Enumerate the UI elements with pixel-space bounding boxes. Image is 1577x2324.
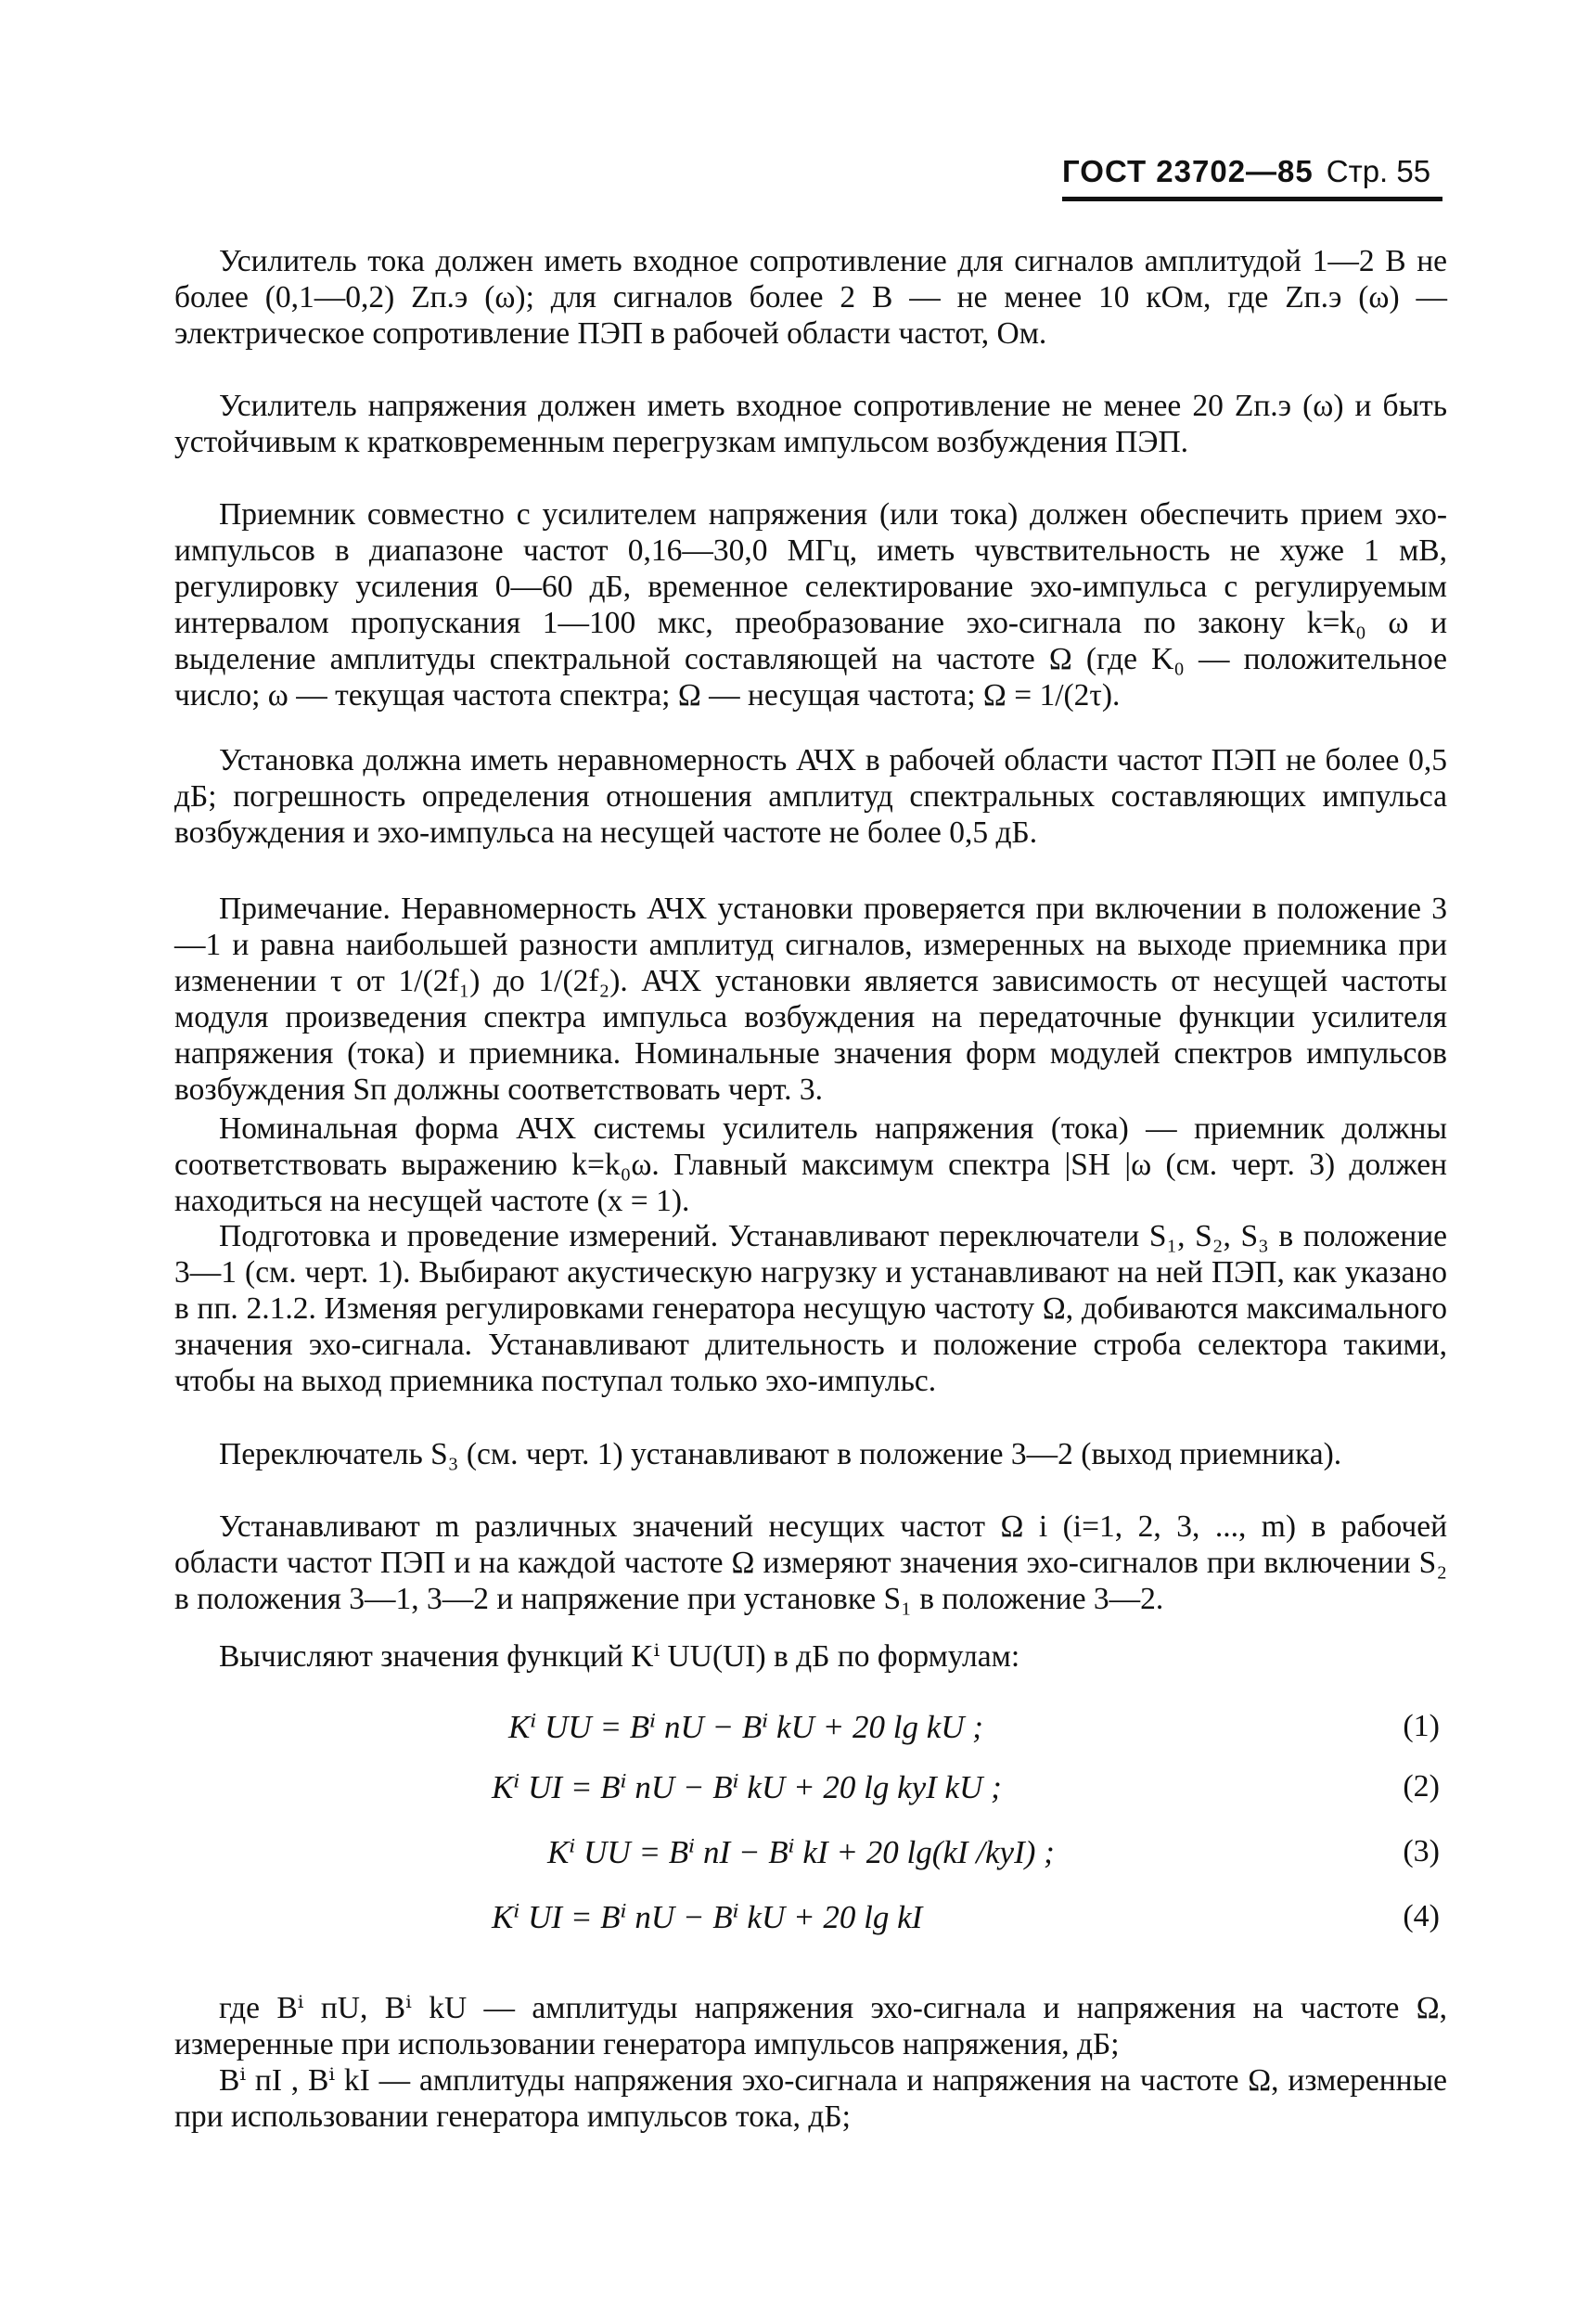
formula-2 <box>0 1769 1577 1812</box>
definition-current: Bⁱ пI , Bⁱ kI — амплитуды напряжения эхо-сигнала и напряжения на частоте Ω, измеренные при использовании генератора импульсов тока, дБ; <box>174 2063 1447 2134</box>
formula-number: (2) <box>1403 1769 1440 1804</box>
paragraph-compute: Вычисляют значения функций Kⁱ UU(UI) в дБ по формулам: <box>219 1639 1020 1674</box>
paragraph-preparation: Подготовка и проведение измерений. Устанавливают переключатели S₁, S₂, S₃ в положение 3—1 (см. черт. 1). Выбирают акустическую нагрузку и устанавливают на ней ПЭП, как указано в пп. 2.1.2. Изменяя регулировками генератора несущую частоту Ω, добиваются максимального значения эхо-сигнала. Устанавливают длительность и положение строба селектора такими, чтобы на выход приемника поступал только эхо-импульс. <box>174 1219 1447 1398</box>
paragraph-current-amplifier: Усилитель тока должен иметь входное сопротивление для сигналов амплитудой 1—2 В не более (0,1—0,2) Zп.э (ω); для сигналов более 2 В — не менее 10 кОм, где Zп.э (ω) — электрическое сопротивление ПЭП в рабочей области частот, Ом. <box>174 244 1447 351</box>
formula-expression: Kⁱ UU = Bⁱ пI − Bⁱ kI + 20 lg(kI /kyI) ; <box>547 1834 1055 1870</box>
standard-code: ГОСТ 23702—85 <box>1062 154 1314 188</box>
formula-4 <box>0 1899 1577 1942</box>
definition-voltage: где Bⁱ пU, Bⁱ kU — амплитуды напряжения эхо-сигнала и напряжения на частоте Ω, измеренные при использовании генератора импульсов напряжения, дБ; <box>174 1991 1447 2061</box>
formula-number: (4) <box>1403 1899 1440 1933</box>
page-header <box>1062 154 1430 190</box>
formula-expression: Kⁱ UU = Bⁱ пU − Bⁱ kU + 20 lg kU ; <box>508 1709 983 1745</box>
formula-expression: Kⁱ UI = Bⁱ пU − Bⁱ kU + 20 lg kyI kU ; <box>492 1769 1002 1805</box>
header-rule <box>1062 197 1442 201</box>
formula-number: (3) <box>1403 1834 1440 1868</box>
paragraph-installation: Установка должна иметь неравномерность АЧХ в рабочей области частот ПЭП не более 0,5 дБ; погрешность определения отношения амплитуд спектральных составляющих импульса возбуждения и эхо-импульса на несущей частоте не более 0,5 дБ. <box>174 743 1447 850</box>
formula-1 <box>0 1709 1577 1752</box>
formula-expression: Kⁱ UI = Bⁱ пU − Bⁱ kU + 20 lg kI <box>492 1899 923 1935</box>
formula-3 <box>0 1834 1577 1877</box>
paragraph-frequencies: Устанавливают m различных значений несущих частот Ω i (i=1, 2, 3, ..., m) в рабочей области частот ПЭП и на каждой частоте Ω измеряют значения эхо-сигналов при включении S₂ в положения 3—1, 3—2 и напряжение при установке S₁ в положение 3—2. <box>174 1509 1447 1616</box>
paragraph-nominal-form: Номинальная форма АЧХ системы усилитель напряжения (тока) — приемник должны соответствовать выражению k=k₀ω. Главный максимум спектра |SH |ω (см. черт. 3) должен находиться на несущей частоте (x = 1). <box>174 1111 1447 1218</box>
paragraph-note: Примечание. Неравномерность АЧХ установки проверяется при включении в положение 3—1 и равна наибольшей разности амплитуд сигналов, измеренных на выходе приемника при изменении τ от 1/(2f₁) до 1/(2f₂). АЧХ установки является зависимость от несущей частоты модуля произведения спектра импульса возбуждения на передаточные функции усилителя напряжения (тока) и приемника. Номинальные значения форм модулей спектров импульсов возбуждения Sп должны соответствовать черт. 3. <box>174 892 1447 1107</box>
paragraph-receiver: Приемник совместно с усилителем напряжения (или тока) должен обеспечить прием эхо-импульсов в диапазоне частот 0,16—30,0 МГц, иметь чувствительность не хуже 1 мВ, регулировку усиления 0—60 дБ, временное селектирование эхо-импульса с регулируемым интервалом пропускания 1—100 мкс, преобразование эхо-сигнала по закону k=k₀ ω и выделение амплитуды спектральной составляющей на частоте Ω (где K₀ — положительное число; ω — текущая частота спектра; Ω — несущая частота; Ω = 1/(2τ). <box>174 497 1447 713</box>
formula-number: (1) <box>1403 1709 1440 1743</box>
page-number: Стр. 55 <box>1326 154 1431 188</box>
paragraph-voltage-amplifier: Усилитель напряжения должен иметь входное сопротивление не менее 20 Zп.э (ω) и быть устойчивым к кратковременным перегрузкам импульсом возбуждения ПЭП. <box>174 389 1447 459</box>
paragraph-switch: Переключатель S₃ (см. черт. 1) устанавливают в положение 3—2 (выход приемника). <box>219 1437 1342 1471</box>
